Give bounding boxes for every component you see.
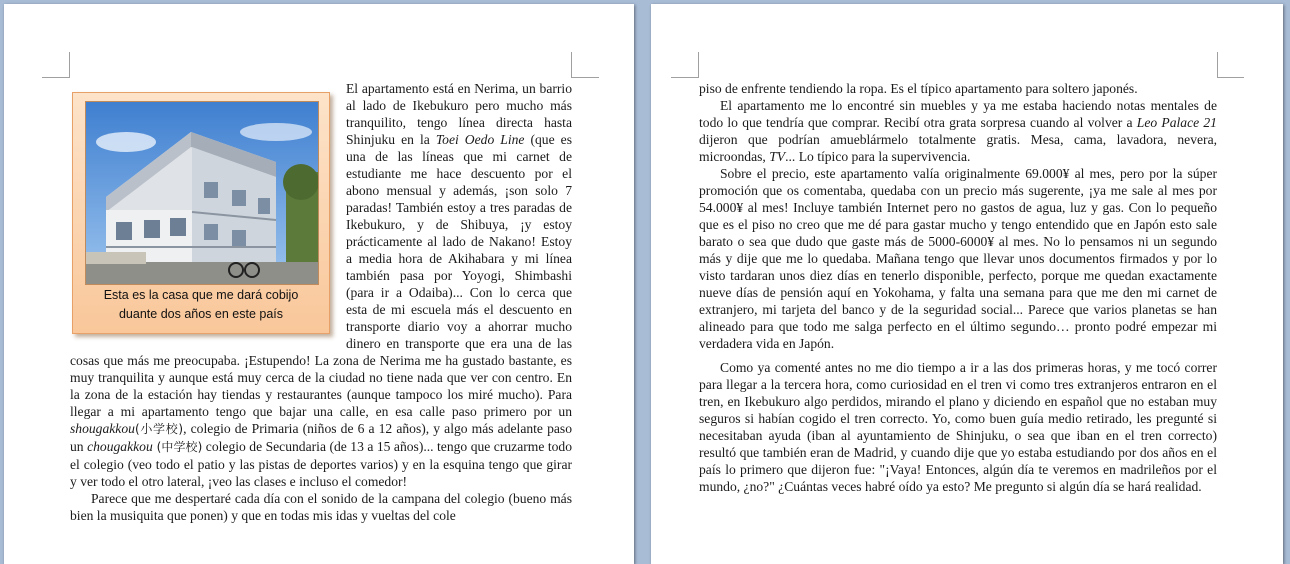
paragraph-2: Sobre el precio, este apartamento valía originalmente 69.000¥ al mes, pero por la súper promoción que os comentaba, quedaba con un precio más sugerente, ¡ya me sale al mes por 54.000¥ al mes! Incluye también Internet pero no gastos de agua, luz y gas. Con lo pequeño que es el piso no creo que me dé para gastar mucho y tengo entendido que en Japón esto sale barato o sea que dudo que gaste más de 5000-6000¥ al mes. No lo pensamos ni un segundo más y dije que me lo quedaba. Mañana tengo que llevar unos documentos firmados y por lo visto tardaran unos diez días en tenerlo disponible, perfecto, porque me quedan exactamente nueve días de pensión aquí en Yokohama, y falta una semana para que me den mi carnet de extranjero, mi tarjeta del banco y de la seguridad social... Parece que varios planetas se han alineado para que todo me salga perfecto en el último segundo… pronto podré empezar mi verdadera vida en Japón.: [699, 166, 1217, 351]
crop-mark-top-left-h: [671, 77, 698, 78]
caption-line-1: Esta es la casa que me dará cobijo: [103, 288, 299, 302]
photo-figure: [72, 92, 330, 334]
crop-mark-top-left-v: [69, 52, 70, 78]
kanji-chougakkou: (中学校): [152, 440, 203, 454]
term-shougakkou: shougakkou: [70, 421, 135, 436]
photo-caption: [73, 286, 329, 324]
crop-mark-top-right-h: [572, 77, 599, 78]
paragraph-1: [699, 97, 1217, 165]
kanji-shougakkou: (小学校): [134, 422, 184, 436]
document-page-left: [4, 4, 634, 564]
paragraph-1-text-d: colegio de Secundaria (de 13 a 15 años)... tengo que cruzarme todo el colegio (veo todo el patio y las pistas de deportes varios) y en la esquina tengo que girar y ver todo el otro lateral, ¡veo las clases e incluso el comedor!: [70, 439, 572, 489]
paragraph-1-text-b: (que es una de las líneas que mi carnet de estudiante me hace descuento por el abono mensual y además, ¡son solo 7 paradas! También estoy a tres paradas de Ikebukuro, y de Shibuya, ¡y estoy prácticamente al lado de Nakano! Estoy a media hora de Akihabara y mi línea también pasa por Yoyogi, Shimbashi (para ir a Odaiba)... Con lo cerca que esta de mi escuela más el descuento en transporte diario voy a ahorrar mucho dinero en transporte que era una de las cosas que más me preocupaba. ¡Estupendo! La zona de Nerima me ha gustado bastante, es muy tranquilita y aunque está muy cerca de la ciudad no tiene nada que ver con centro. En la zona de la estación hay tiendas y restaurantes (aunque tampoco los miré mucho). Para llegar a mi apartamento tengo que bajar una calle, en esa calle paso primero por un: [70, 132, 573, 419]
paragraph-1-text-a: El apartamento está en Nerima, un barrio al lado de Ikebukuro pero mucho más tranquilito, tengo línea directa hasta Shinjuku en la: [346, 81, 572, 147]
paragraph-0: piso de enfrente tendiendo la ropa. Es el típico apartamento para soltero japonés.: [699, 81, 1138, 96]
caption-line-2: duante dos años en este país: [118, 307, 283, 321]
paragraph-1-text-c: ... Lo típico para la supervivencia.: [785, 149, 971, 164]
paragraph-1-text-c: , colegio de Primaria (niños de 6 a 12 años), y algo más adelante paso un: [70, 421, 572, 454]
document-page-right: [651, 4, 1283, 564]
term-chougakkou: chougakkou: [87, 439, 153, 454]
left-page-text: [70, 80, 572, 524]
tv-term: TV: [769, 149, 786, 164]
company-name: Leo Palace 21: [1136, 115, 1217, 130]
crop-mark-top-left-v: [698, 52, 699, 78]
apartment-building-photo: [85, 101, 319, 285]
crop-mark-top-left-h: [42, 77, 69, 78]
crop-mark-top-right-v: [571, 52, 572, 78]
paragraph-3: Como ya comenté antes no me dio tiempo a ir a las dos primeras horas, y me tocó correr para llegar a la tercera hora, como curiosidad en el tren vi como tres extranjeros entraron en el tren, en Ikebukuro algo perdidos, mirando el plano y diciendo en español que no estaban muy seguros si habían cogido el tren correcto. Yo, como buen guía medio retirado, les pregunté si necesitaban ayuda (iban al ayuntamiento de Shinjuku, o sea que iban en el tren correcto) resultó que también eran de Madrid, y cuando dije que yo estaba estudiando por dos años en el país lo primero que dijeron fue: "¡Vaya! Entonces, algún día te veremos en madrileños por el mundo, ¿no?" ¿Cuántas veces habré oído ya esto? Me pregunto si algún día se hará realidad.: [699, 360, 1217, 494]
crop-mark-top-right-h: [1217, 77, 1244, 78]
paragraph-2: Parece que me despertaré cada día con el sonido de la campana del colegio (bueno más bien la musiquita que ponen) y que en todas mis idas y vueltas del cole: [70, 491, 572, 523]
right-page-text: [699, 80, 1217, 495]
line-name: Toei Oedo Line: [435, 132, 525, 147]
paragraph-1-text-a: El apartamento me lo encontré sin muebles y ya me estaba haciendo notas mentales de todo lo que tendría que comprar. Recibí otra grata sorpresa cuando al volver a: [699, 98, 1217, 130]
crop-mark-top-right-v: [1217, 52, 1218, 78]
paragraph-1-text-b: dijeron que podrían amueblármelo totalmente gratis. Mesa, cama, lavadora, nevera, microondas,: [699, 132, 1217, 164]
